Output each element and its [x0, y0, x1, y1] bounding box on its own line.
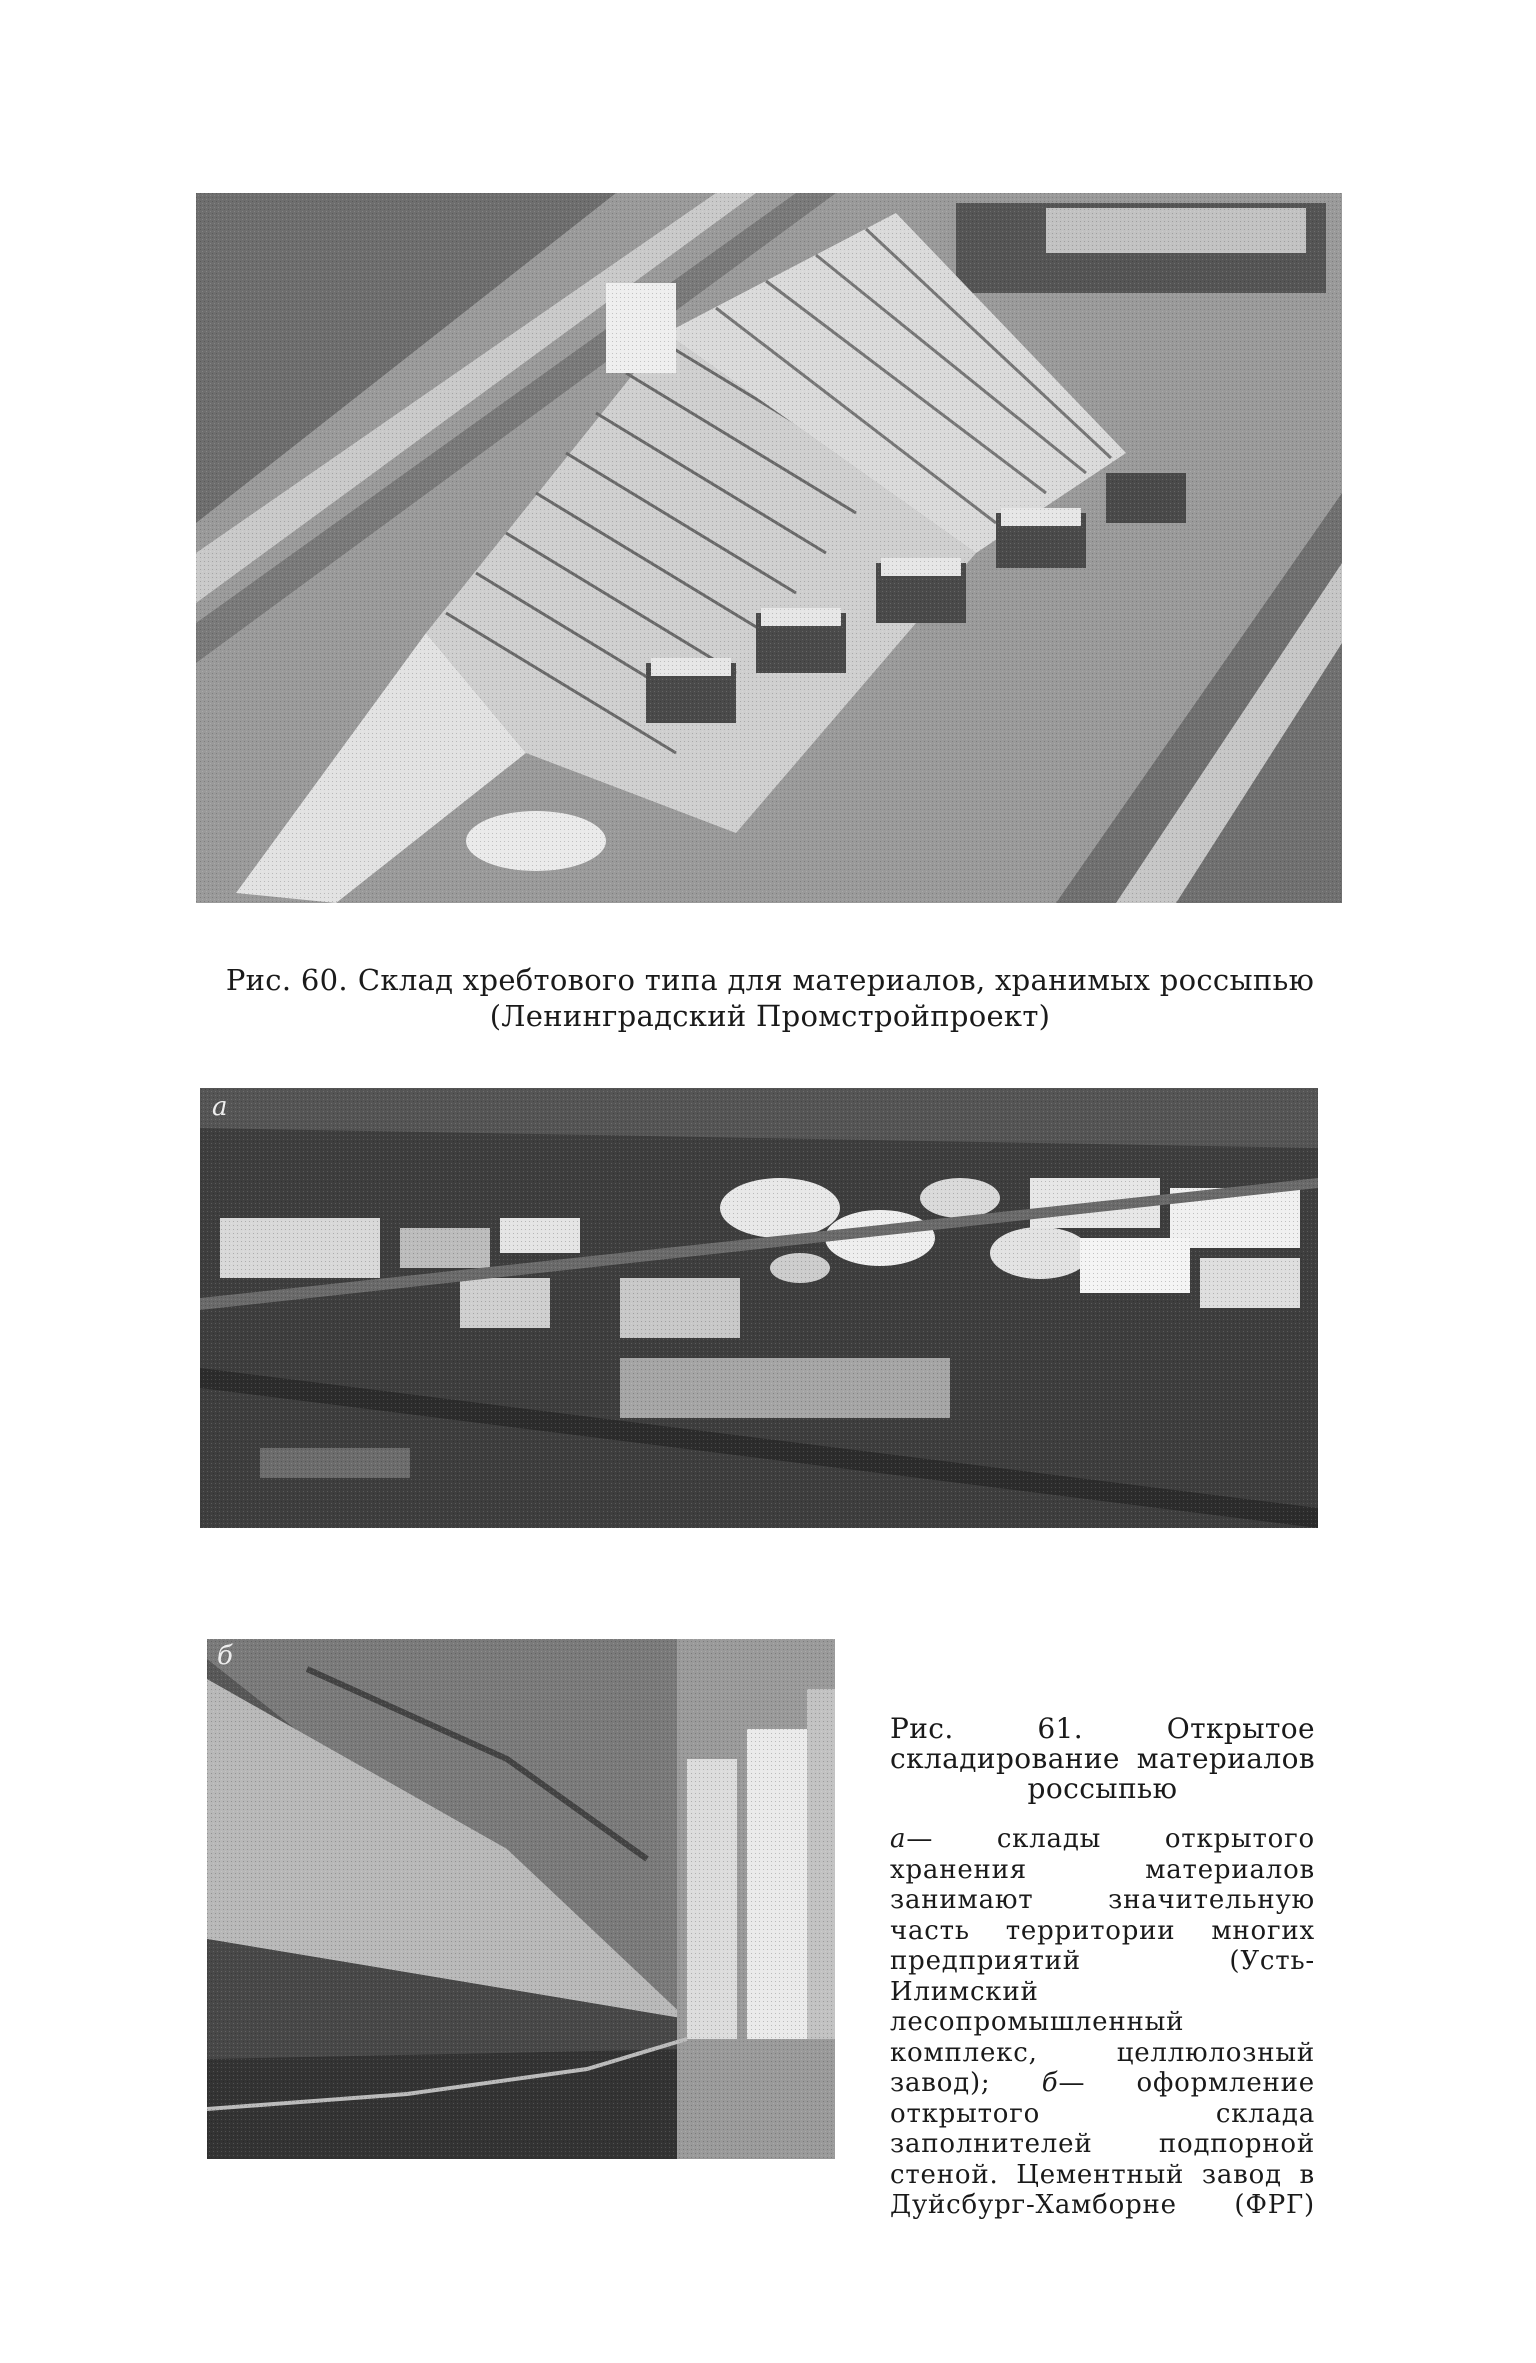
figure-61-caption-head: [890, 1714, 1315, 1804]
legend-a-marker: а: [890, 1824, 907, 1854]
panel-a-label: а: [212, 1092, 228, 1122]
figure-61-title: Открытое складирование материалов россыпью: [890, 1712, 1315, 1805]
figure-60-label: Рис. 60.: [225, 963, 348, 997]
panel-b-label: б: [217, 1641, 233, 1671]
legend-b-marker: б: [1041, 2068, 1059, 2098]
figure-61-caption: [890, 1714, 1315, 2221]
aerial-storage-illustration: [200, 1088, 1318, 1528]
retaining-wall-illustration: [207, 1639, 835, 2159]
figure-60-caption: [190, 962, 1350, 1034]
figure-61a-photo: [200, 1088, 1318, 1528]
warehouse-model-illustration: [196, 193, 1342, 903]
legend-b-text: — оформление открытого склада заполнителей подпорной стеной. Цементный завод в Дуйсбург-Хамборне (ФРГ): [890, 2068, 1315, 2220]
figure-60-photo: [196, 193, 1342, 903]
figure-60-caption-text: Склад хребтового типа для материалов, хранимых россыпью (Ленинградский Промстройпроект): [357, 963, 1315, 1033]
legend-a-text: — склады открытого хранения материалов занимают значительную часть территории многих предприятий (Усть-Илимский лесопромышленный комплекс, целлюлозный завод);: [890, 1824, 1315, 2098]
figure-61b-photo: [207, 1639, 835, 2159]
figure-61-label: Рис. 61.: [890, 1712, 1084, 1745]
figure-61-legend: [890, 1824, 1315, 2221]
